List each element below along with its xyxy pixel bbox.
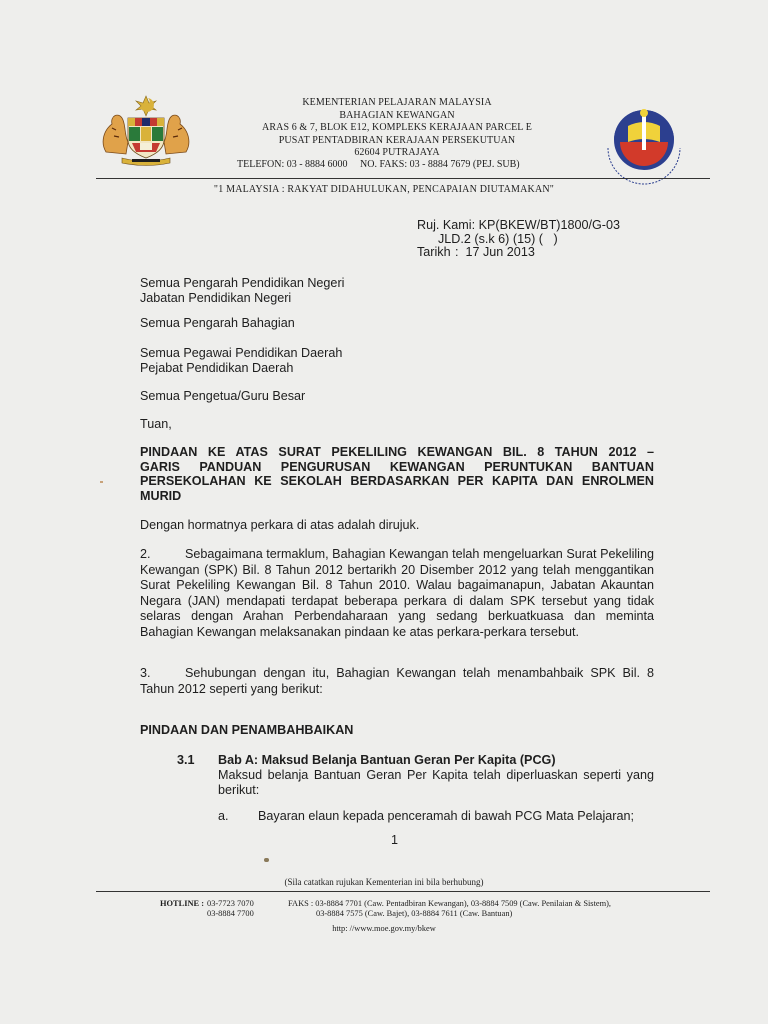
date-label: Tarikh (417, 245, 451, 259)
reference-number: Ruj. Kami: KP(BKEW/BT)1800/G-03 (417, 218, 620, 232)
addressee-line: Semua Pegawai Pendidikan Daerah (140, 346, 343, 360)
salutation: Tuan, (140, 417, 172, 431)
paragraph-text: Sehubungan dengan itu, Bahagian Kewangan telah menambahbaik SPK Bil. 8 Tahun 2012 seperti yang berikut: (140, 666, 654, 696)
footer-note: (Sila catatkan rujukan Kementerian ini bila berhubung) (284, 877, 484, 887)
slogan: "1 MALAYSIA : RAKYAT DIDAHULUKAN, PENCAPAIAN DIUTAMAKAN" (213, 184, 555, 195)
letterhead-divider (96, 178, 710, 179)
letterhead-line: 62604 PUTRAJAYA (354, 147, 440, 159)
section-number: 3.1 (177, 753, 195, 767)
scan-speck (264, 858, 269, 862)
hotline-number: 03-8884 7700 (207, 909, 254, 918)
addressee-line: Semua Pengarah Pendidikan Negeri (140, 276, 345, 290)
letter-subject (140, 445, 654, 503)
paragraph-2 (140, 547, 654, 641)
paragraph-text: Sebagaimana termaklum, Bahagian Kewangan telah mengeluarkan Surat Pekeliling Kewangan (SPK) Bil. 8 Tahun 2012 bertarikh 20 Disember 2012 yang telah menggantikan Surat Pekeliling Kewangan Bil. 8 Tahun 2010. Walau bagaimanapun, Jabatan Akauntan Negara (JAN) mendapati terdapat beberapa perkara di dalam SPK tersebut yang tidak selaras dengan Arahan Perbendaharaan yang sedang berkuatkuasa dan meminta Bahagian Kewangan melaksanakan pindaan ke atas perkara-perkara tersebut. (140, 547, 654, 639)
coat-of-arms-icon (96, 94, 196, 166)
page-number: 1 (391, 833, 399, 847)
website-link[interactable]: http: //www.moe.gov.my/bkew (332, 924, 436, 933)
scan-speck (100, 481, 103, 483)
hotline-label: HOTLINE : (160, 899, 204, 908)
footer-divider (96, 891, 710, 892)
fax-numbers: 03-8884 7575 (Caw. Bajet), 03-8884 7611 (Caw. Bantuan) (316, 909, 513, 918)
subject-line: PERSEKOLAHAN KE SEKOLAH BERDASARKAN PER KAPITA DAN ENROLMEN (140, 474, 654, 489)
section-heading: PINDAAN DAN PENAMBAHBAIKAN (140, 723, 354, 737)
fax-numbers: FAKS : 03-8884 7701 (Caw. Pentadbiran Kewangan), 03-8884 7509 (Caw. Penilaian & Sistem), (288, 899, 612, 908)
item-letter: a. (218, 809, 229, 823)
subject-line: PINDAAN KE ATAS SURAT PEKELILING KEWANGAN BIL. 8 TAHUN 2012 – (140, 445, 654, 459)
paragraph-number: 2. (140, 547, 151, 561)
paragraph-3 (140, 666, 654, 697)
section-subheading: Bab A: Maksud Belanja Bantuan Geran Per Kapita (PCG) (218, 753, 556, 767)
letterhead-line: KEMENTERIAN PELAJARAN MALAYSIA (302, 97, 492, 108)
addressee-line: Semua Pengetua/Guru Besar (140, 389, 306, 403)
reference-volume: JLD.2 (s.k 6) (15) ( ) (438, 232, 558, 246)
letterhead-line: PUSAT PENTADBIRAN KERAJAAN PERSEKUTUAN (278, 134, 516, 146)
letterhead-line: ARAS 6 & 7, BLOK E12, KOMPLEKS KERAJAAN PARCEL E (262, 122, 532, 134)
hotline-number: 03-7723 7070 (207, 899, 254, 908)
item-text: Bayaran elaun kepada penceramah di bawah PCG Mata Pelajaran; (258, 809, 634, 823)
section-description: Maksud belanja Bantuan Geran Per Kapita telah diperluaskan seperti yang berikut: (218, 768, 654, 798)
addressee-line: Semua Pengarah Bahagian (140, 316, 295, 330)
letterhead-line: BAHAGIAN KEWANGAN (339, 109, 455, 121)
letterhead-telephone: TELEFON: 03 - 8884 6000 NO. FAKS: 03 - 8884 7679 (PEJ. SUB) (237, 159, 520, 170)
paragraph-number: 3. (140, 666, 151, 680)
subject-line: MURID (140, 488, 182, 503)
addressee-line: Jabatan Pendidikan Negeri (140, 291, 292, 305)
date-value: : 17 Jun 2013 (455, 245, 535, 259)
letterhead-address (232, 97, 562, 160)
addressee-line: Pejabat Pendidikan Daerah (140, 361, 294, 375)
subject-line: GARIS PANDUAN PENGURUSAN KEWANGAN PERUNTUKAN BANTUAN (140, 459, 654, 474)
ministry-logo-icon (598, 96, 690, 188)
paragraph-1: Dengan hormatnya perkara di atas adalah dirujuk. (140, 518, 420, 532)
